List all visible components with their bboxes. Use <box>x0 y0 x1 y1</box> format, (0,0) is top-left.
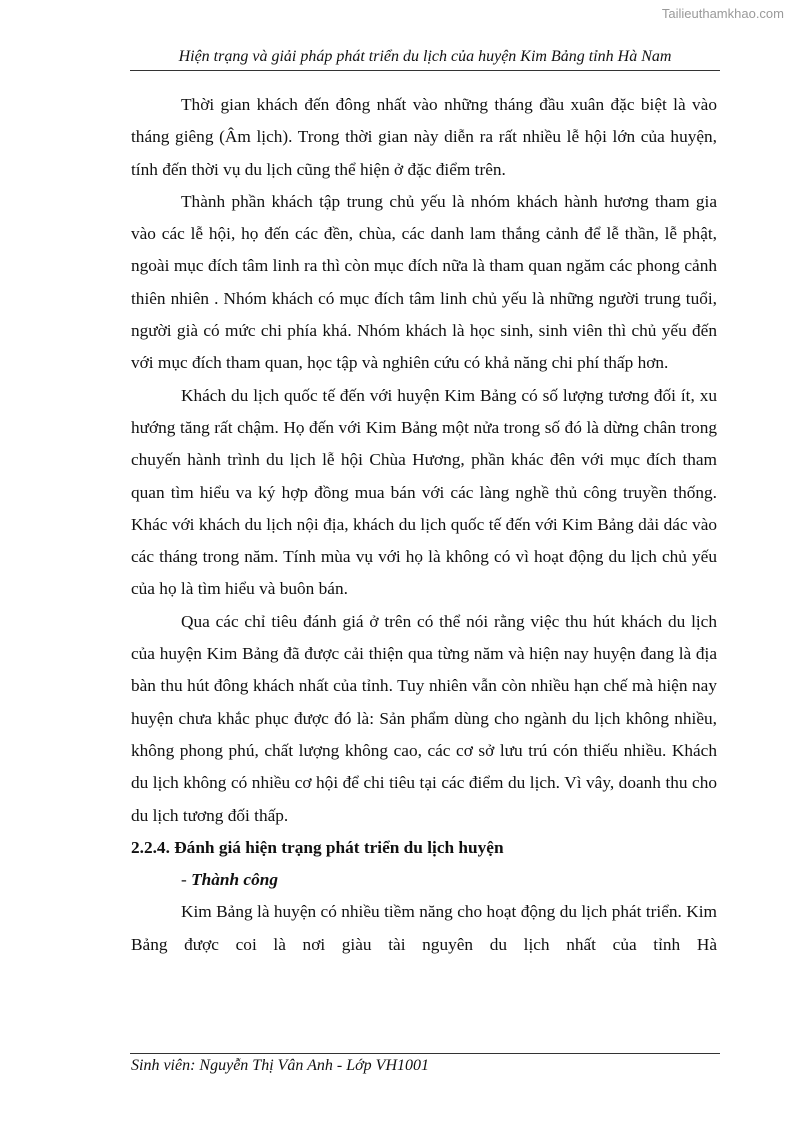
paragraph-4: Qua các chỉ tiêu đánh giá ở trên có thể nói rằng việc thu hút khách du lịch của huyện Kim Bảng đã được cải thiện qua từng năm và hiện nay huyện đang là địa bàn thu hút đông khách nhất của tỉnh. Tuy nhiên vẫn còn nhiều hạn chế mà hiện nay huyện chưa khắc phục được đó là: Sản phẩm dùng cho ngành du lịch không nhiều, không phong phú, chất lượng không cao, các cơ sở lưu trú cón thiếu nhiều. Khách du lịch không có nhiều cơ hội để chi tiêu tại các điểm du lịch. Vì vây, doanh thu cho du lịch tương đối thấp. <box>131 611 717 825</box>
paragraph-1: Thời gian khách đến đông nhất vào những tháng đầu xuân đặc biệt là vào tháng giêng (Âm lịch). Trong thời gian này diễn ra rất nhiều lễ hội lớn của huyện, tính đến thời vụ du lịch cũng thể hiện ở đặc điểm trên. <box>131 95 717 179</box>
subsection-prefix: - <box>181 870 192 890</box>
subsection-heading: Thành công <box>191 870 278 890</box>
paragraph-2: Thành phần khách tập trung chủ yếu là nhóm khách hành hương tham gia vào các lễ hội, họ đến các đền, chùa, các danh lam thắng cảnh để lễ thần, lễ phật, ngoài mục đích tâm linh ra thì còn mục đích nữa là tham quan ngăm các phong cảnh thiên nhiên . Nhóm khách có mục đích tâm linh chủ yếu là những người trung tuổi, người già có mức chi phía khá. Nhóm khách là học sinh, sinh viên thì chủ yếu đến với mục đích tham quan, học tập và nghiên cứu có khả năng chi phí thấp hơn. <box>131 191 717 373</box>
document-body <box>131 89 717 961</box>
subsection-line <box>131 864 717 896</box>
footer-divider <box>130 1053 720 1054</box>
page-header: Hiện trạng và giải pháp phát triển du lịch của huyện Kim Bảng tỉnh Hà Nam <box>178 48 672 65</box>
section-heading: 2.2.4. Đánh giá hiện trạng phát triển du lịch huyện <box>131 837 504 857</box>
page-footer: Sinh viên: Nguyễn Thị Vân Anh - Lớp VH1001 <box>131 1057 429 1074</box>
watermark: Tailieuthamkhao.com <box>661 6 784 21</box>
header-divider <box>130 70 720 71</box>
paragraph-5: Kim Bảng là huyện có nhiều tiềm năng cho hoạt động du lịch phát triển. Kim Bảng được coi là nơi giàu tài nguyên du lịch nhất của tỉnh Hà <box>131 902 717 954</box>
paragraph-3: Khách du lịch quốc tế đến với huyện Kim Bảng có số lượng tương đối ít, xu hướng tăng rất chậm. Họ đến với Kim Bảng một nửa trong số đó là dừng chân trong chuyến hành trình du lịch lễ hội Chùa Hương, phần khác đên với mục đích tham quan tìm hiểu va ký hợp đồng mua bán với các làng nghề thủ công truyền thống. Khác với khách du lịch nội địa, khách du lịch quốc tế đến với Kim Bảng dải dác vào các tháng trong năm. Tính mùa vụ với họ là không có vì hoạt động du lịch chủ yếu của họ là tìm hiểu và buôn bán. <box>131 385 717 599</box>
